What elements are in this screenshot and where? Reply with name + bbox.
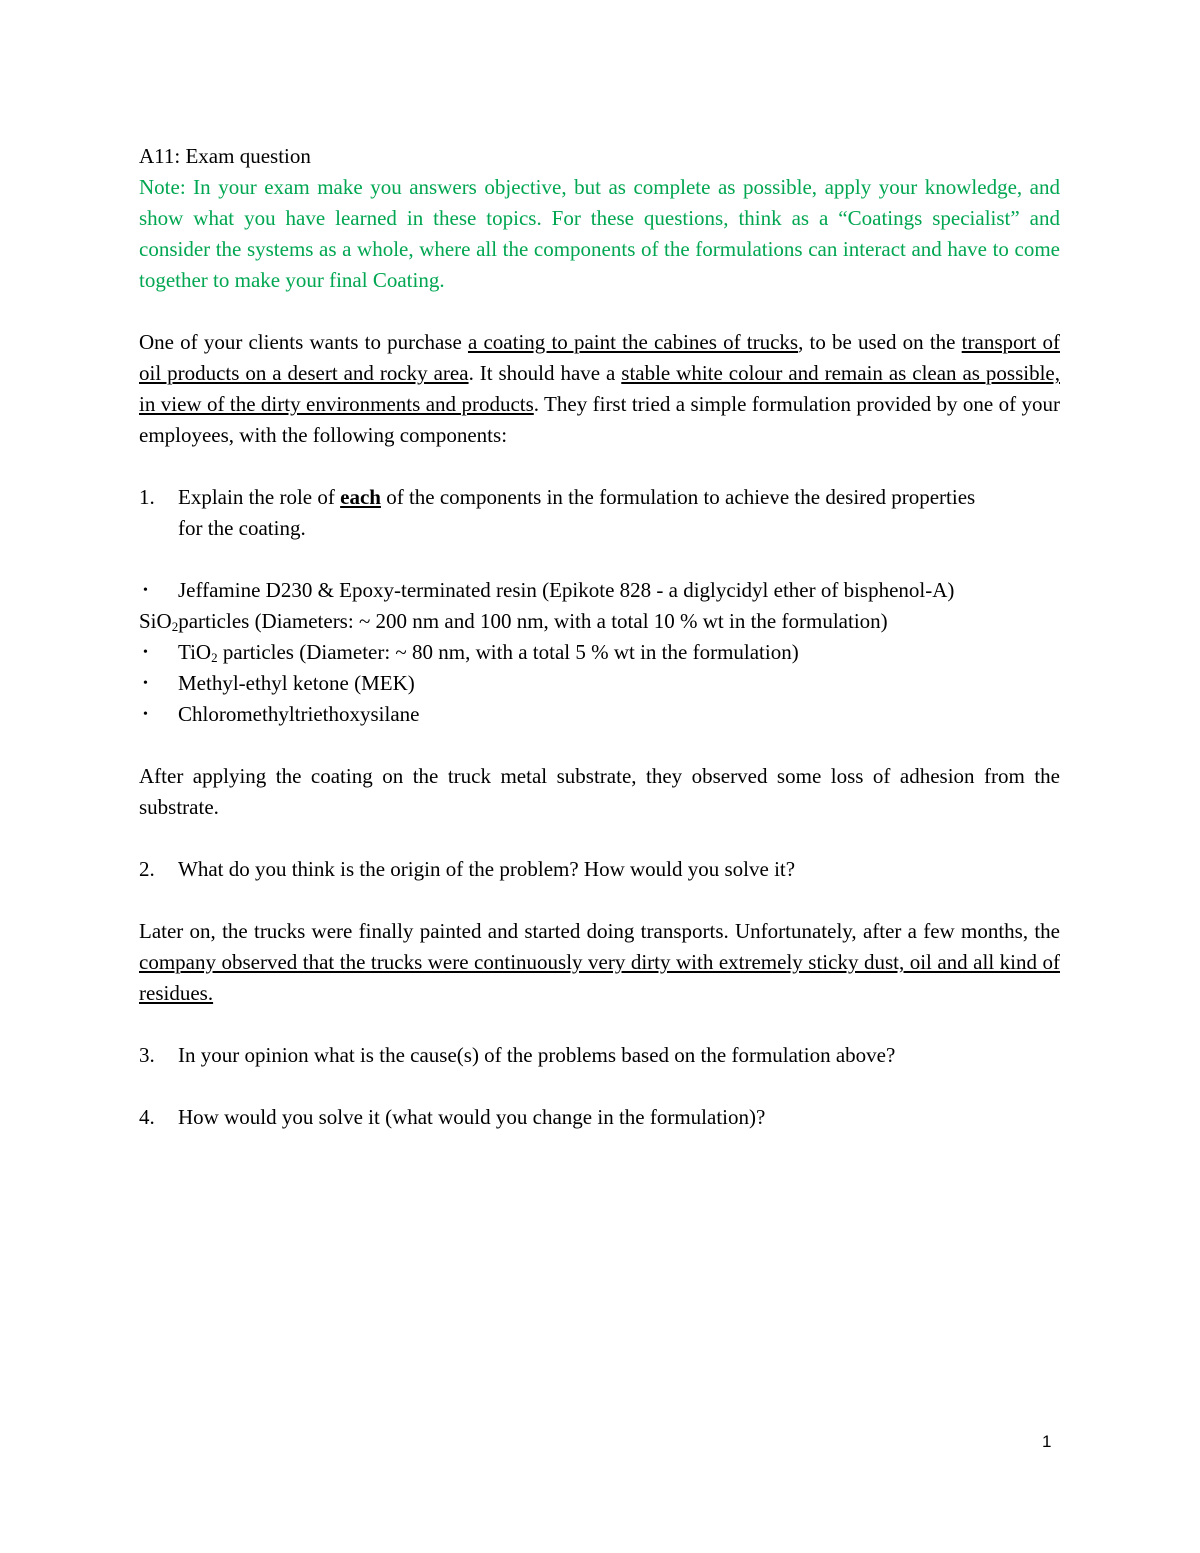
question-3: [139, 1040, 1060, 1071]
component-item: [139, 637, 1060, 668]
later-underlined: company observed that the trucks were continuously very dirty with extremely sticky dust, oil and all kind of residues.: [139, 950, 1060, 1005]
component-formula: TiO: [178, 640, 212, 664]
question-1: [139, 482, 1060, 544]
page-number: 1: [1042, 1432, 1052, 1451]
component-text: Methyl-ethyl ketone (MEK): [178, 671, 415, 695]
component-item: [139, 668, 1060, 699]
later-paragraph: [139, 916, 1060, 1009]
components-list: [139, 575, 1060, 730]
component-text: [139, 609, 888, 633]
component-text: [178, 637, 799, 668]
bullet-icon: •: [143, 676, 148, 691]
component-item: [139, 575, 1060, 606]
exam-note: Note: In your exam make you answers objective, but as complete as possible, apply your knowledge, and show what you have learned in these topics. For these questions, think as a “Coatings specialist” and consider the systems as a whole, where all the components of the formulations can interact and have to come together to make your final Coating.: [139, 175, 1060, 292]
question-1-pre: Explain the role of: [178, 485, 341, 509]
component-subscript: 2: [211, 650, 218, 665]
question-4: [139, 1102, 1060, 1133]
component-item: [139, 606, 1060, 637]
question-1-number: 1.: [139, 485, 155, 509]
later-text: Later on, the trucks were finally painted and started doing transports. Unfortunately, after a few months, the: [139, 919, 1060, 943]
question-1-emphasis: each: [340, 485, 381, 509]
intro-text-3: . It should have a: [468, 361, 622, 385]
question-4-number: 4.: [139, 1105, 155, 1129]
component-description: particles (Diameter: ~ 80 nm, with a total 5 % wt in the formulation): [217, 640, 799, 664]
component-item: [139, 699, 1060, 730]
bullet-icon: •: [143, 645, 148, 660]
bullet-icon: •: [143, 707, 148, 722]
intro-underlined-1: a coating to paint the cabines of trucks: [467, 330, 799, 354]
intro-underlined-2: transport of oil products on a desert and rocky area: [139, 330, 1060, 385]
intro-text-1: One of your clients wants to purchase: [139, 330, 468, 354]
component-description: particles (Diameters: ~ 200 nm and 100 nm, with a total 10 % wt in the formulation): [178, 609, 888, 633]
bullet-icon: •: [143, 583, 148, 598]
question-1-post: of the components in the formulation to achieve the desired properties for the coating.: [178, 485, 976, 540]
intro-paragraph: [139, 327, 1060, 451]
intro-underlined-3: stable white colour and remain as clean as possible, in view of the dirty environments and products: [139, 361, 1060, 416]
exam-title: A11: Exam question: [139, 144, 311, 168]
intro-text-4: . They first tried a simple formulation provided by one of your employees, with the following components:: [139, 392, 1061, 447]
question-3-number: 3.: [139, 1043, 155, 1067]
question-2: [139, 854, 1060, 885]
component-subscript: 2: [171, 619, 179, 634]
component-text: Jeffamine D230 & Epoxy-terminated resin (Epikote 828 - a diglycidyl ether of bisphenol-A): [178, 578, 955, 602]
question-2-text: What do you think is the origin of the problem? How would you solve it?: [178, 857, 796, 881]
component-formula: SiO: [139, 609, 172, 633]
intro-text-2: , to be used on the: [798, 330, 962, 354]
after-apply-paragraph: After applying the coating on the truck metal substrate, they observed some loss of adhesion from the substrate.: [139, 764, 1060, 819]
question-3-text: In your opinion what is the cause(s) of the problems based on the formulation above?: [178, 1043, 896, 1067]
exam-page: [139, 141, 1060, 1133]
question-2-number: 2.: [139, 857, 155, 881]
question-1-text: [178, 482, 1060, 544]
component-text: Chloromethyltriethoxysilane: [178, 702, 420, 726]
question-4-text: How would you solve it (what would you change in the formulation)?: [178, 1105, 766, 1129]
